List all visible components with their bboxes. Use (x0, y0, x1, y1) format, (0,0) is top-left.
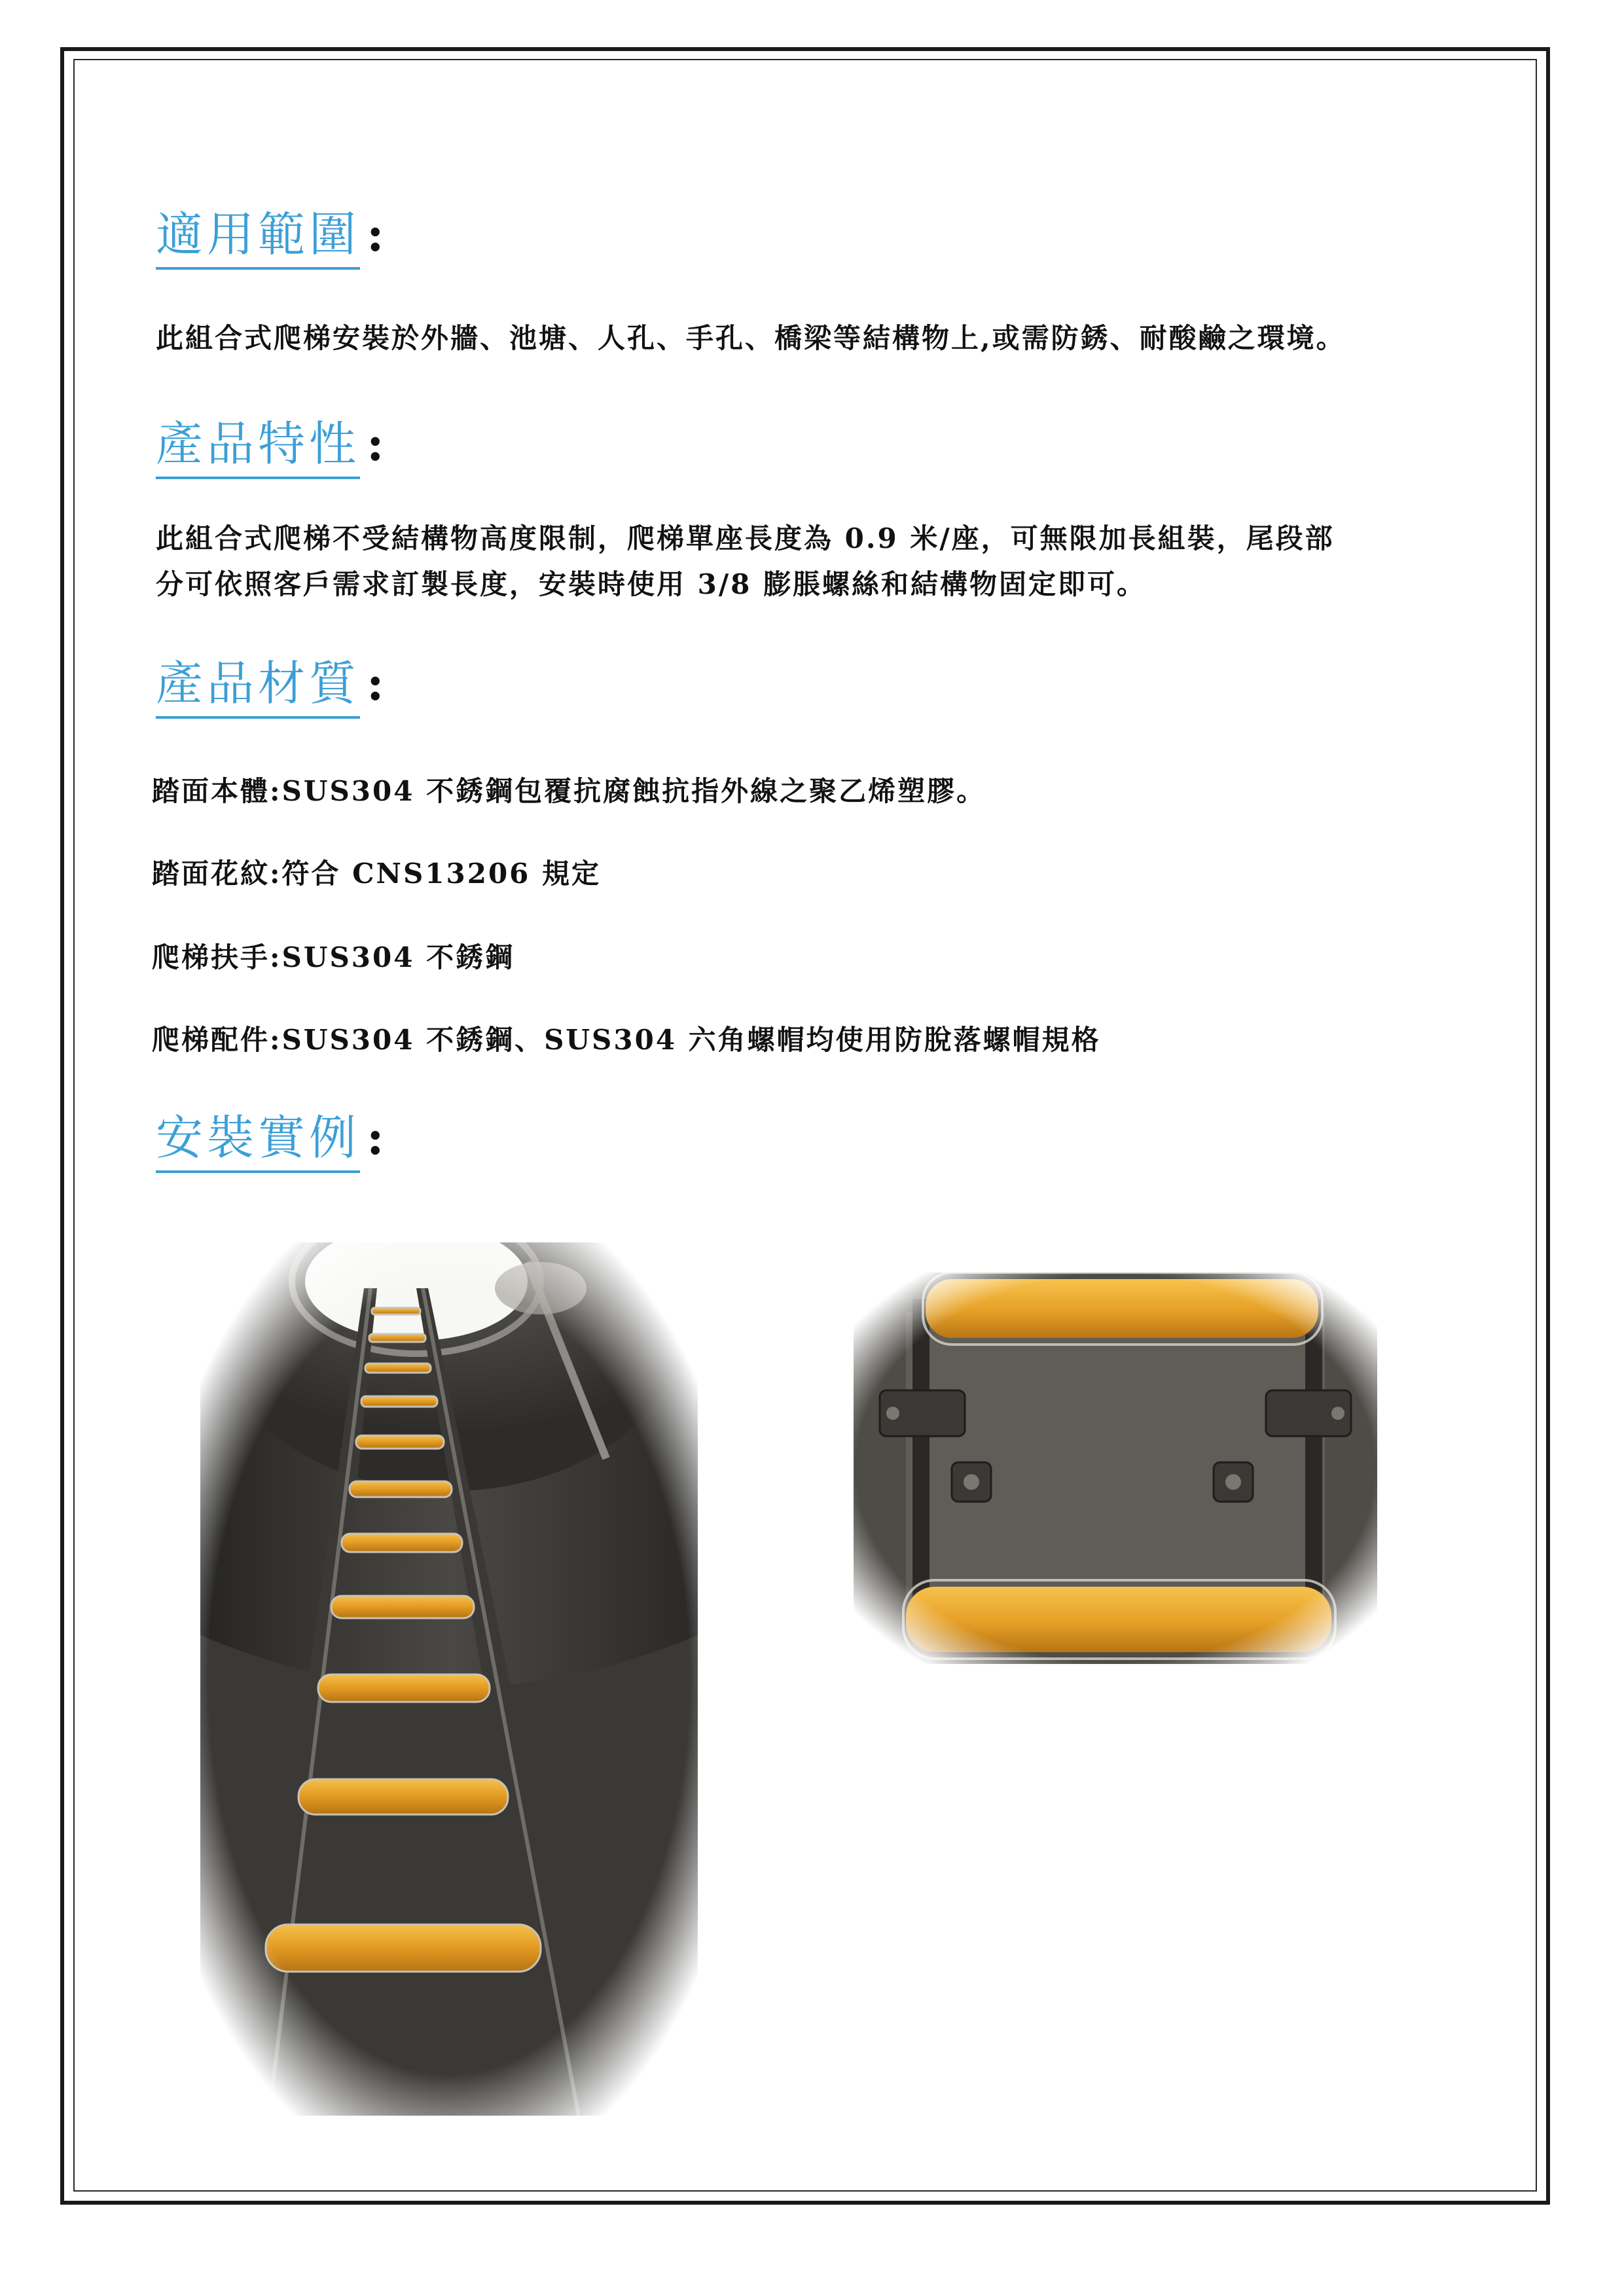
examples-heading: 安裝實例 : (156, 1114, 388, 1161)
material-item-tread-body: 踏面本體:SUS304 不銹鋼包覆抗腐蝕抗指外線之聚乙烯塑膠。 (152, 775, 986, 807)
material-title: 產品材質 (156, 656, 360, 719)
material-item-handrail: 爬梯扶手:SUS304 不銹鋼 (152, 941, 515, 973)
photo-ladder-closeup (854, 1273, 1377, 1664)
scope-title: 適用範圍 (156, 207, 360, 270)
photo-manhole-ladder (200, 1242, 698, 2116)
examples-title: 安裝實例 (156, 1110, 360, 1173)
material-heading: 產品材質 : (156, 660, 388, 707)
features-heading: 產品特性 : (156, 420, 388, 467)
features-title: 產品特性 (156, 416, 360, 479)
features-line-2: 分可依照客戶需求訂製長度，安裝時使用 3/8 膨脹螺絲和結構物固定即可。 (156, 568, 1147, 600)
scope-heading: 適用範圍 : (156, 211, 388, 258)
scope-text: 此組合式爬梯安裝於外牆、池塘、人孔、手孔、橋梁等結構物上,或需防銹、耐酸鹼之環境。 (156, 322, 1346, 354)
material-item-accessories: 爬梯配件:SUS304 不銹鋼、SUS304 六角螺帽均使用防脫落螺帽規格 (152, 1024, 1101, 1056)
features-line-1: 此組合式爬梯不受結構物高度限制，爬梯單座長度為 0.9 米/座，可無限加長組裝，尾段部 (156, 522, 1335, 554)
material-item-tread-pattern: 踏面花紋:符合 CNS13206 規定 (152, 858, 602, 890)
